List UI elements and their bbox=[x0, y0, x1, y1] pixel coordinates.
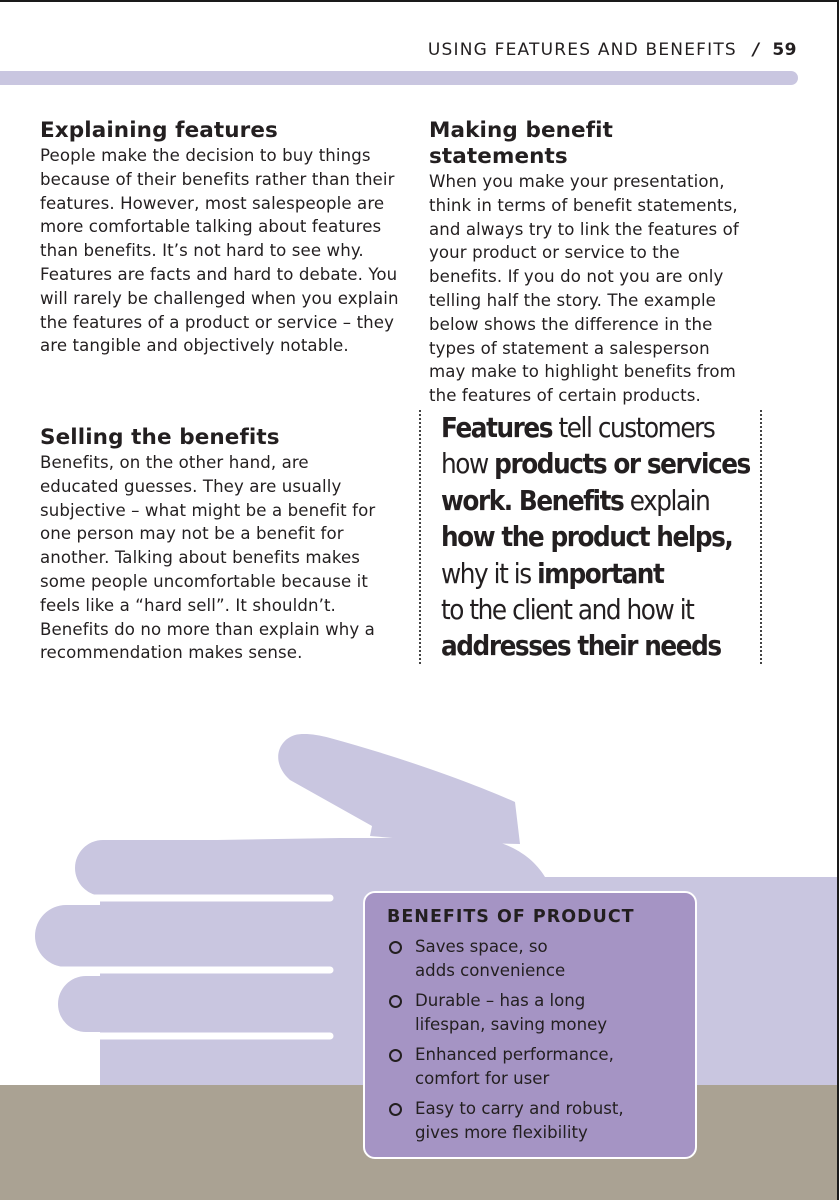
section-heading: Making benefit statements bbox=[429, 118, 614, 169]
section-making-benefit-statements bbox=[429, 118, 751, 408]
section-body: When you make your presentation, think in terms of benefit statements, and always try to link the features of your product or service to the benefits. If you do not you are only telling half the story. The example below shows the difference in the types of statement a salesperson may make to highlight benefits from the features of certain products. bbox=[429, 172, 739, 406]
circle-bullet-icon bbox=[389, 1103, 402, 1116]
header-rule-bar bbox=[0, 71, 798, 85]
section-heading: Selling the benefits bbox=[40, 425, 280, 450]
benefits-list bbox=[387, 935, 675, 1145]
circle-bullet-icon bbox=[389, 941, 402, 954]
section-explaining-features bbox=[40, 118, 400, 358]
section-body: Benefits, on the other hand, are educated guesses. They are usually subjective – what might be a benefit for one person may not be a benefit for another. Talking about benefits makes some people uncomfortable because it feels like a “hard sell”. It shouldn’t. Benefits do no more than explain why a recommendation makes sense. bbox=[40, 453, 376, 663]
running-head-separator: / bbox=[752, 40, 761, 60]
running-head-title: USING FEATURES AND BENEFITS bbox=[427, 40, 737, 60]
section-selling-the-benefits bbox=[40, 425, 385, 665]
section-heading: Explaining features bbox=[40, 118, 278, 143]
benefits-of-product-box bbox=[363, 891, 697, 1159]
circle-bullet-icon bbox=[389, 995, 402, 1008]
running-head bbox=[428, 40, 797, 60]
page-number: 59 bbox=[772, 40, 797, 60]
list-item: Easy to carry and robust, gives more flexibility bbox=[387, 1097, 675, 1145]
circle-bullet-icon bbox=[389, 1049, 402, 1062]
pull-quote bbox=[419, 410, 762, 664]
benefits-box-title: BENEFITS OF PRODUCT bbox=[387, 907, 635, 927]
list-item: Saves space, so adds convenience bbox=[387, 935, 675, 983]
list-item: Durable – has a long lifespan, saving money bbox=[387, 989, 675, 1037]
section-body: People make the decision to buy things because of their benefits rather than their features. However, most salespeople are more comfortable talking about features than benefits. It’s not hard to see why. Features are facts and hard to debate. You will rarely be challenged when you explain the features of a product or service – they are tangible and objectively notable. bbox=[40, 146, 399, 356]
pull-quote-text: Features tell customers how products or services work. Benefits explain how the product helps, why it is important to the client and how it addresses their needs bbox=[441, 412, 750, 663]
list-item: Enhanced performance, comfort for user bbox=[387, 1043, 675, 1091]
